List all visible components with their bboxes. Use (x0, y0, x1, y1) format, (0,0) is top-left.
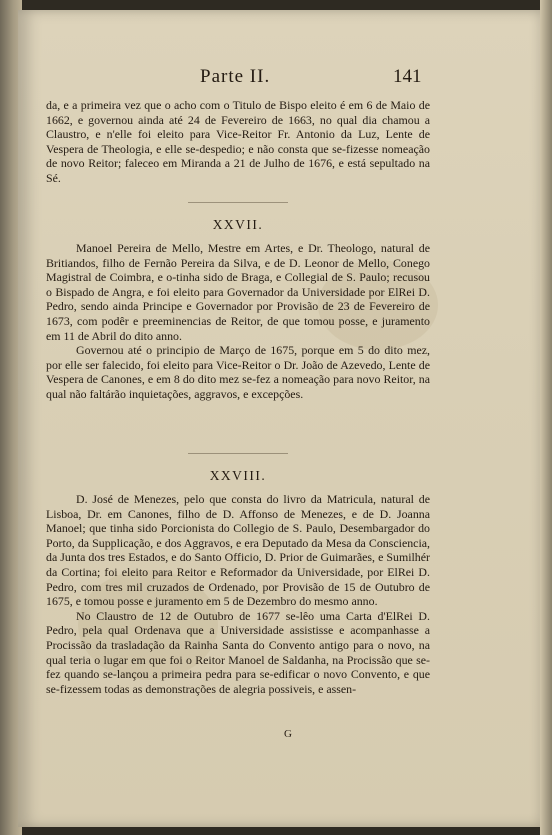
paragraph: D. José de Menezes, pelo que consta do livro da Matricula, natural de Lisboa, Dr. em Canones, filho de D. Affonso de Menezes, e de D. Joanna Manoel; que tinha sido Porcionista do Collegio de S. Paulo, Desembargador do Porto, da Supplicação, e dos Aggravos, e era Deputado da Mesa da Consciencia, da Junta dos tres Estados, e do Santo Officio, D. Prior de Guimarães, e Sumilhér da Cortina; foi eleito para Reitor e Reformador da Universidade, por ElRei D. Pedro, com tres mil cruzados de Ordenado, por Provisão de 15 de Outubro de 1675, e tomou posse e juramento em 5 de Dezembro do mesmo anno. (46, 492, 430, 609)
section-rule (188, 453, 288, 454)
paragraph: No Claustro de 12 de Outubro de 1677 se-lêo uma Carta d'ElRei D. Pedro, pela qual Ordenava que a Universidade assistisse e acompanhasse a Procissão da trasladação da Rainha Santa do Convento antigo para o novo, na qual teria o lugar em que foi o Reitor Manoel de Saldanha, na Procissão que se-fez quando se-lançou a primeira pedra para se-edificar o novo Convento, e que se-fizessem todas as demonstrações de alegria possiveis, e assen- (46, 608, 430, 696)
paragraph: Governou até o principio de Março de 1675, porque em 5 do dito mez, por elle ser falecido, foi eleito para Vice-Reitor o Dr. João de Azevedo, Lente de Vespera de Canones, e em 8 do dito mez se-fez a nomeação para novo Reitor, na qual não faltárão inquietações, aggravos, e excepções. (46, 343, 430, 401)
section-xxviii-body (46, 492, 430, 696)
section-rule (188, 202, 288, 203)
book-page (18, 10, 540, 827)
page-edge-right (540, 0, 552, 835)
signature-mark: G (284, 728, 292, 740)
intro-paragraph-block (46, 98, 430, 186)
intro-paragraph: da, e a primeira vez que o acho com o Titulo de Bispo eleito é em 6 de Maio de 1662, e governou ainda até 24 de Fevereiro de 1663, no qual dia chamou a Claustro, e n'elle foi eleito para Vice-Reitor Fr. Antonio da Luz, Lente de Vespera de Theologia, e elle se-despedio; e não consta que se-fizesse nomeação de novo Reitor; faleceo em Miranda a 21 de Julho de 1676, e está sepultado na Sé. (46, 98, 430, 185)
section-heading-xxvii: XXVII. (212, 217, 264, 232)
section-xxvii-body (46, 241, 430, 402)
page-header (18, 66, 540, 92)
page-number: 141 (393, 66, 422, 87)
running-title: Parte II. (200, 66, 271, 87)
paragraph: Manoel Pereira de Mello, Mestre em Artes, e Dr. Theologo, natural de Britiandos, filho de Fernão Pereira da Silva, e de D. Leonor de Mello, Conego Magistral de Coimbra, e o-tinha sido de Braga, e Collegial de S. Paulo; recusou o Bispado de Angra, e foi eleito para Governador da Universidade por ElRei D. Pedro, sendo ainda Principe e Governador por Provisão de 23 de Fevereiro de 1673, com podêr e preeminencias de Reitor, de que tomou posse, e juramento em 11 de Abril do dito anno. (46, 241, 430, 343)
section-heading-xxviii: XXVIII. (209, 468, 267, 483)
